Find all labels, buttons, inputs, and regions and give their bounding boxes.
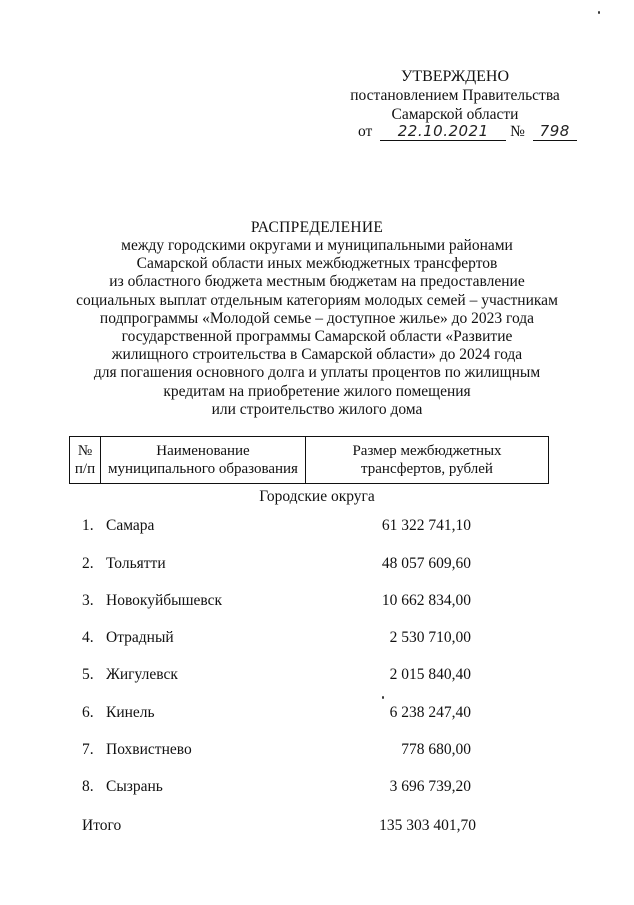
row-name: Тольятти	[106, 555, 166, 572]
table-row	[0, 665, 634, 685]
section-title: Городские округа	[259, 488, 375, 505]
subtitle-line: кредитам на приобретение жилого помещения	[163, 382, 471, 400]
table-row	[0, 740, 634, 760]
header-number-line-2: п/п	[74, 461, 96, 477]
subtitle-line: Самарской области иных межбюджетных трансфертов	[136, 255, 498, 273]
subtitle-line: для погашения основного долга и уплаты процентов по жилищным	[93, 364, 541, 382]
row-name: Отрадный	[106, 629, 174, 646]
subtitle-line: социальных выплат отдельным категориям молодых семей – участникам	[76, 291, 558, 309]
header-name-cell	[101, 437, 306, 484]
subtitle-line: государственной программы Самарской области «Развитие	[121, 328, 513, 346]
subtitle-line: из областного бюджета местным бюджетам на предоставление	[109, 273, 525, 291]
table-row	[0, 516, 634, 536]
row-amount: 61 322 741,10	[381, 517, 471, 534]
row-number: 3.	[82, 592, 94, 609]
handwritten-number: 798	[533, 123, 577, 141]
table-row	[0, 554, 634, 574]
row-amount: 3 696 739,20	[389, 778, 471, 795]
row-name: Похвистнево	[106, 741, 192, 758]
approval-block	[330, 67, 580, 140]
header-amount-cell	[306, 437, 549, 484]
approval-heading: УТВЕРЖДЕНО	[400, 68, 509, 85]
row-number: 8.	[82, 778, 94, 795]
row-number: 1.	[82, 517, 94, 534]
subtitle-line: или строительство жилого дома	[211, 400, 423, 418]
scan-speck	[598, 11, 600, 14]
total-row	[0, 816, 634, 836]
document-title: РАСПРЕДЕЛЕНИЕ	[250, 219, 384, 236]
row-name: Самара	[106, 517, 155, 534]
table-header	[69, 436, 549, 484]
approval-date-row	[358, 122, 598, 141]
approval-line-2: Самарской области	[391, 106, 519, 123]
date-prefix: от	[358, 123, 373, 140]
row-name: Новокуйбышевск	[106, 592, 223, 609]
scan-speck	[382, 696, 384, 699]
row-amount: 48 057 609,60	[381, 555, 471, 572]
total-label: Итого	[82, 817, 122, 834]
row-number: 5.	[82, 666, 94, 683]
row-number: 6.	[82, 704, 94, 721]
table-row	[0, 777, 634, 797]
row-amount: 778 680,00	[401, 741, 471, 758]
row-number: 7.	[82, 741, 94, 758]
handwritten-date: 22.10.2021	[380, 123, 506, 141]
subtitle-line: жилищного строительства в Самарской области» до 2024 года	[111, 346, 523, 364]
row-number: 2.	[82, 555, 94, 572]
row-number: 4.	[82, 629, 94, 646]
row-amount: 10 662 834,00	[381, 592, 471, 609]
row-name: Жигулевск	[106, 666, 178, 683]
table-row	[0, 703, 634, 723]
header-number-cell	[70, 437, 101, 484]
row-name: Сызрань	[106, 778, 163, 795]
row-amount: 2 015 840,40	[389, 666, 471, 683]
table-row	[0, 591, 634, 611]
subtitle-line: между городскими округами и муниципальными районами	[121, 237, 513, 254]
row-amount: 2 530 710,00	[389, 629, 471, 646]
subtitle-line: подпрограммы «Молодой семье – доступное жилье» до 2023 года	[99, 309, 535, 327]
header-name-line-1: Наименование	[156, 443, 250, 459]
row-amount: 6 238 247,40	[389, 704, 471, 721]
distribution-heading	[30, 218, 604, 419]
header-amount-line-2: трансфертов, рублей	[361, 461, 493, 477]
header-amount-line-1: Размер межбюджетных	[352, 443, 502, 459]
header-number-line-1: №	[77, 443, 93, 459]
row-name: Кинель	[106, 704, 155, 721]
approval-line-1: постановлением Правительства	[350, 87, 560, 104]
number-prefix: №	[510, 123, 525, 140]
header-name-line-2: муниципального образования	[108, 461, 298, 477]
table-row	[0, 628, 634, 648]
total-amount: 135 303 401,70	[379, 817, 476, 834]
